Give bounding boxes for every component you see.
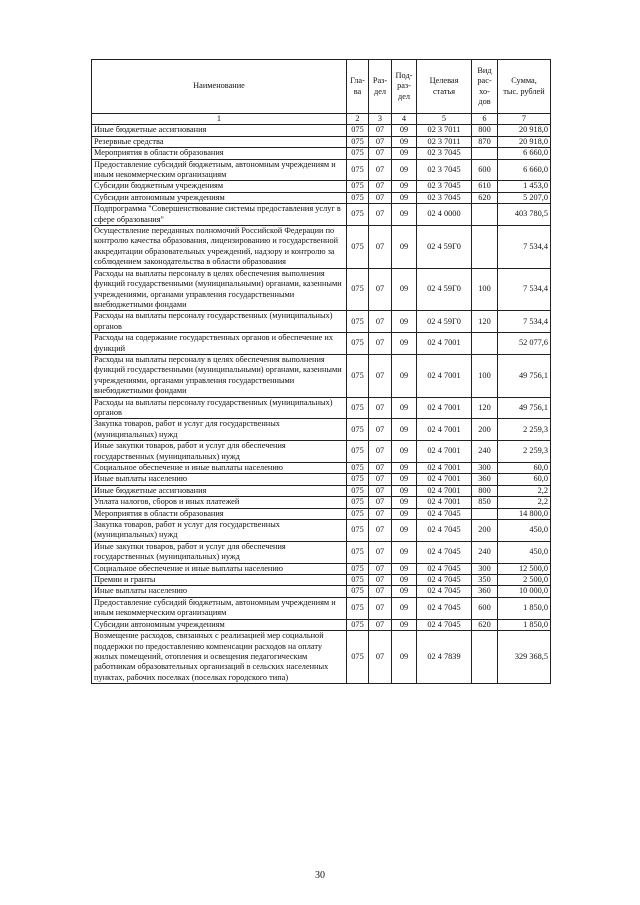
row-section-cell: 07 xyxy=(369,441,392,463)
row-name-cell: Субсидии автономным учреждениям xyxy=(92,619,347,630)
col-subsection-header: Под- раз- дел xyxy=(392,60,417,114)
row-name-cell: Мероприятия в области образования xyxy=(92,508,347,519)
row-section-cell: 07 xyxy=(369,333,392,355)
row-sum-cell: 2,2 xyxy=(498,485,551,496)
row-subsection-cell: 09 xyxy=(392,575,417,586)
row-name-cell: Мероприятия в области образования xyxy=(92,148,347,159)
row-sum-cell: 2 259,3 xyxy=(498,419,551,441)
table-row xyxy=(92,226,551,269)
row-sum-cell: 20 918,0 xyxy=(498,136,551,147)
row-sum-cell: 52 077,6 xyxy=(498,333,551,355)
row-subsection-cell: 09 xyxy=(392,441,417,463)
row-target-cell: 02 4 7001 xyxy=(417,485,472,496)
row-target-cell: 02 4 7001 xyxy=(417,333,472,355)
row-section-cell: 07 xyxy=(369,631,392,684)
row-chapter-cell: 075 xyxy=(347,181,369,192)
row-section-cell: 07 xyxy=(369,354,392,397)
header-row xyxy=(92,60,551,114)
row-subsection-cell: 09 xyxy=(392,333,417,355)
row-exptype-cell xyxy=(472,631,498,684)
row-chapter-cell: 075 xyxy=(347,631,369,684)
row-section-cell: 07 xyxy=(369,563,392,574)
row-exptype-cell: 240 xyxy=(472,541,498,563)
row-subsection-cell: 09 xyxy=(392,463,417,474)
row-exptype-cell: 350 xyxy=(472,575,498,586)
row-chapter-cell: 075 xyxy=(347,148,369,159)
column-number: 5 xyxy=(417,114,472,125)
row-exptype-cell: 360 xyxy=(472,474,498,485)
row-section-cell: 07 xyxy=(369,204,392,226)
row-section-cell: 07 xyxy=(369,586,392,597)
row-section-cell: 07 xyxy=(369,226,392,269)
row-exptype-cell: 800 xyxy=(472,125,498,136)
row-chapter-cell: 075 xyxy=(347,311,369,333)
row-exptype-cell: 600 xyxy=(472,597,498,619)
row-section-cell: 07 xyxy=(369,148,392,159)
row-section-cell: 07 xyxy=(369,136,392,147)
column-number: 6 xyxy=(472,114,498,125)
table-row xyxy=(92,311,551,333)
row-section-cell: 07 xyxy=(369,311,392,333)
row-subsection-cell: 09 xyxy=(392,204,417,226)
row-target-cell: 02 3 7011 xyxy=(417,136,472,147)
row-section-cell: 07 xyxy=(369,541,392,563)
row-exptype-cell xyxy=(472,226,498,269)
row-sum-cell: 2,2 xyxy=(498,497,551,508)
row-sum-cell: 5 207,0 xyxy=(498,192,551,203)
row-name-cell: Иные бюджетные ассигнования xyxy=(92,485,347,496)
row-exptype-cell xyxy=(472,508,498,519)
row-sum-cell: 329 368,5 xyxy=(498,631,551,684)
row-exptype-cell: 200 xyxy=(472,419,498,441)
table-row xyxy=(92,631,551,684)
row-subsection-cell: 09 xyxy=(392,136,417,147)
row-target-cell: 02 4 7045 xyxy=(417,563,472,574)
row-sum-cell: 7 534,4 xyxy=(498,311,551,333)
row-sum-cell: 7 534,4 xyxy=(498,268,551,311)
row-name-cell: Социальное обеспечение и иные выплаты населению xyxy=(92,563,347,574)
row-chapter-cell: 075 xyxy=(347,192,369,203)
row-chapter-cell: 075 xyxy=(347,474,369,485)
row-chapter-cell: 075 xyxy=(347,463,369,474)
row-chapter-cell: 075 xyxy=(347,226,369,269)
table-row xyxy=(92,508,551,519)
row-section-cell: 07 xyxy=(369,497,392,508)
col-target-header: Целевая статья xyxy=(417,60,472,114)
row-target-cell: 02 4 7045 xyxy=(417,541,472,563)
row-name-cell: Расходы на содержание государственных органов и обеспечение их функций xyxy=(92,333,347,355)
row-exptype-cell: 610 xyxy=(472,181,498,192)
table-row xyxy=(92,497,551,508)
row-subsection-cell: 09 xyxy=(392,619,417,630)
row-chapter-cell: 075 xyxy=(347,485,369,496)
row-exptype-cell: 200 xyxy=(472,520,498,542)
row-name-cell: Социальное обеспечение и иные выплаты населению xyxy=(92,463,347,474)
row-subsection-cell: 09 xyxy=(392,148,417,159)
row-target-cell: 02 4 7001 xyxy=(417,463,472,474)
column-number: 7 xyxy=(498,114,551,125)
row-subsection-cell: 09 xyxy=(392,159,417,181)
row-section-cell: 07 xyxy=(369,474,392,485)
row-target-cell: 02 4 7001 xyxy=(417,397,472,419)
row-exptype-cell: 240 xyxy=(472,441,498,463)
column-number: 4 xyxy=(392,114,417,125)
row-sum-cell: 60,0 xyxy=(498,463,551,474)
row-subsection-cell: 09 xyxy=(392,419,417,441)
row-sum-cell: 7 534,4 xyxy=(498,226,551,269)
row-sum-cell: 2 259,3 xyxy=(498,441,551,463)
row-sum-cell: 60,0 xyxy=(498,474,551,485)
row-section-cell: 07 xyxy=(369,520,392,542)
row-subsection-cell: 09 xyxy=(392,125,417,136)
table-row xyxy=(92,575,551,586)
row-name-cell: Закупка товаров, работ и услуг для государственных (муниципальных) нужд xyxy=(92,419,347,441)
budget-sheet xyxy=(91,59,550,684)
row-exptype-cell xyxy=(472,148,498,159)
row-sum-cell: 49 756,1 xyxy=(498,354,551,397)
row-target-cell: 02 4 7045 xyxy=(417,575,472,586)
row-sum-cell: 6 660,0 xyxy=(498,159,551,181)
row-name-cell: Иные выплаты населению xyxy=(92,586,347,597)
row-chapter-cell: 075 xyxy=(347,441,369,463)
col-name-header: Наименование xyxy=(92,60,347,114)
row-chapter-cell: 075 xyxy=(347,419,369,441)
row-section-cell: 07 xyxy=(369,159,392,181)
row-section-cell: 07 xyxy=(369,619,392,630)
row-exptype-cell: 870 xyxy=(472,136,498,147)
row-section-cell: 07 xyxy=(369,419,392,441)
row-section-cell: 07 xyxy=(369,192,392,203)
row-subsection-cell: 09 xyxy=(392,268,417,311)
row-chapter-cell: 075 xyxy=(347,125,369,136)
budget-table xyxy=(91,59,551,684)
row-exptype-cell: 620 xyxy=(472,192,498,203)
row-chapter-cell: 075 xyxy=(347,204,369,226)
row-name-cell: Предоставление субсидий бюджетным, автономным учреждениям и иным некоммерческим организациям xyxy=(92,597,347,619)
row-target-cell: 02 4 7045 xyxy=(417,619,472,630)
column-number: 2 xyxy=(347,114,369,125)
table-row xyxy=(92,148,551,159)
column-number: 3 xyxy=(369,114,392,125)
row-target-cell: 02 4 7839 xyxy=(417,631,472,684)
table-row xyxy=(92,586,551,597)
row-exptype-cell: 300 xyxy=(472,563,498,574)
row-sum-cell: 1 850,0 xyxy=(498,597,551,619)
row-chapter-cell: 075 xyxy=(347,159,369,181)
row-name-cell: Иные закупки товаров, работ и услуг для обеспечения государственных (муниципальных) нужд xyxy=(92,441,347,463)
column-number-row xyxy=(92,114,551,125)
row-section-cell: 07 xyxy=(369,485,392,496)
table-row xyxy=(92,181,551,192)
row-target-cell: 02 4 7001 xyxy=(417,419,472,441)
row-exptype-cell: 850 xyxy=(472,497,498,508)
row-exptype-cell: 120 xyxy=(472,311,498,333)
row-target-cell: 02 4 7045 xyxy=(417,520,472,542)
row-section-cell: 07 xyxy=(369,508,392,519)
row-subsection-cell: 09 xyxy=(392,631,417,684)
row-target-cell: 02 4 7001 xyxy=(417,354,472,397)
row-name-cell: Субсидии автономным учреждениям xyxy=(92,192,347,203)
row-target-cell: 02 3 7045 xyxy=(417,148,472,159)
row-target-cell: 02 3 7045 xyxy=(417,159,472,181)
row-name-cell: Закупка товаров, работ и услуг для государственных (муниципальных) нужд xyxy=(92,520,347,542)
row-chapter-cell: 075 xyxy=(347,575,369,586)
row-name-cell: Резервные средства xyxy=(92,136,347,147)
row-target-cell: 02 4 7001 xyxy=(417,497,472,508)
row-name-cell: Предоставление субсидий бюджетным, автономным учреждениям и иным некоммерческим организациям xyxy=(92,159,347,181)
row-section-cell: 07 xyxy=(369,181,392,192)
table-row xyxy=(92,333,551,355)
row-sum-cell: 6 660,0 xyxy=(498,148,551,159)
table-row xyxy=(92,520,551,542)
row-sum-cell: 12 500,0 xyxy=(498,563,551,574)
row-sum-cell: 20 918,0 xyxy=(498,125,551,136)
row-subsection-cell: 09 xyxy=(392,397,417,419)
row-exptype-cell: 120 xyxy=(472,397,498,419)
row-sum-cell: 14 800,0 xyxy=(498,508,551,519)
row-name-cell: Уплата налогов, сборов и иных платежей xyxy=(92,497,347,508)
table-row xyxy=(92,463,551,474)
col-section-header: Раз- дел xyxy=(369,60,392,114)
row-name-cell: Расходы на выплаты персоналу в целях обеспечения выполнения функций государственными (муниципальными) органами, казенными учреждениями, органами управления государственными внебюджетными фондами xyxy=(92,268,347,311)
row-subsection-cell: 09 xyxy=(392,485,417,496)
row-name-cell: Возмещение расходов, связанных с реализацией мер социальной поддержки по предоставлению компенсации расходов на оплату жилых помещений, отопления и освещения педагогическим работникам образовательных организаций в сельских населенных пунктах, рабочих поселках (поселках городского типа) xyxy=(92,631,347,684)
row-subsection-cell: 09 xyxy=(392,354,417,397)
row-name-cell: Расходы на выплаты персоналу в целях обеспечения выполнения функций государственными (муниципальными) органами, казенными учреждениями, органами управления государственными внебюджетными фондами xyxy=(92,354,347,397)
row-subsection-cell: 09 xyxy=(392,181,417,192)
row-target-cell: 02 4 7045 xyxy=(417,508,472,519)
row-sum-cell: 1 850,0 xyxy=(498,619,551,630)
table-row xyxy=(92,397,551,419)
row-sum-cell: 10 000,0 xyxy=(498,586,551,597)
table-row xyxy=(92,619,551,630)
table-row xyxy=(92,597,551,619)
table-row xyxy=(92,159,551,181)
row-subsection-cell: 09 xyxy=(392,508,417,519)
row-exptype-cell: 800 xyxy=(472,485,498,496)
row-target-cell: 02 4 59Г0 xyxy=(417,226,472,269)
row-chapter-cell: 075 xyxy=(347,541,369,563)
row-name-cell: Расходы на выплаты персоналу государственных (муниципальных) органов xyxy=(92,311,347,333)
row-sum-cell: 450,0 xyxy=(498,541,551,563)
row-name-cell: Иные выплаты населению xyxy=(92,474,347,485)
row-target-cell: 02 4 59Г0 xyxy=(417,311,472,333)
row-subsection-cell: 09 xyxy=(392,192,417,203)
row-exptype-cell: 600 xyxy=(472,159,498,181)
row-sum-cell: 403 780,5 xyxy=(498,204,551,226)
row-chapter-cell: 075 xyxy=(347,619,369,630)
row-name-cell: Субсидии бюджетным учреждениям xyxy=(92,181,347,192)
page-number: 30 xyxy=(315,870,325,881)
row-chapter-cell: 075 xyxy=(347,136,369,147)
row-target-cell: 02 4 0000 xyxy=(417,204,472,226)
row-exptype-cell: 100 xyxy=(472,268,498,311)
row-target-cell: 02 4 7045 xyxy=(417,597,472,619)
row-chapter-cell: 075 xyxy=(347,333,369,355)
row-section-cell: 07 xyxy=(369,125,392,136)
row-chapter-cell: 075 xyxy=(347,354,369,397)
row-sum-cell: 1 453,0 xyxy=(498,181,551,192)
row-exptype-cell: 100 xyxy=(472,354,498,397)
row-target-cell: 02 4 7045 xyxy=(417,586,472,597)
row-exptype-cell xyxy=(472,204,498,226)
row-exptype-cell: 360 xyxy=(472,586,498,597)
row-subsection-cell: 09 xyxy=(392,474,417,485)
table-row xyxy=(92,474,551,485)
row-section-cell: 07 xyxy=(369,575,392,586)
table-row xyxy=(92,268,551,311)
row-exptype-cell: 300 xyxy=(472,463,498,474)
row-target-cell: 02 3 7045 xyxy=(417,192,472,203)
row-subsection-cell: 09 xyxy=(392,311,417,333)
row-sum-cell: 2 500,0 xyxy=(498,575,551,586)
row-subsection-cell: 09 xyxy=(392,226,417,269)
row-target-cell: 02 4 7001 xyxy=(417,474,472,485)
row-chapter-cell: 075 xyxy=(347,586,369,597)
row-subsection-cell: 09 xyxy=(392,497,417,508)
col-chapter-header: Гла- ва xyxy=(347,60,369,114)
table-row xyxy=(92,204,551,226)
row-subsection-cell: 09 xyxy=(392,563,417,574)
row-chapter-cell: 075 xyxy=(347,597,369,619)
table-row xyxy=(92,441,551,463)
row-chapter-cell: 075 xyxy=(347,497,369,508)
table-row xyxy=(92,419,551,441)
row-sum-cell: 450,0 xyxy=(498,520,551,542)
row-name-cell: Иные закупки товаров, работ и услуг для обеспечения государственных (муниципальных) нужд xyxy=(92,541,347,563)
row-target-cell: 02 4 7001 xyxy=(417,441,472,463)
row-target-cell: 02 3 7045 xyxy=(417,181,472,192)
row-section-cell: 07 xyxy=(369,463,392,474)
row-section-cell: 07 xyxy=(369,268,392,311)
row-chapter-cell: 075 xyxy=(347,520,369,542)
table-row xyxy=(92,485,551,496)
row-target-cell: 02 3 7011 xyxy=(417,125,472,136)
row-chapter-cell: 075 xyxy=(347,268,369,311)
row-sum-cell: 49 756,1 xyxy=(498,397,551,419)
row-exptype-cell xyxy=(472,333,498,355)
table-row xyxy=(92,136,551,147)
row-name-cell: Иные бюджетные ассигнования xyxy=(92,125,347,136)
row-chapter-cell: 075 xyxy=(347,563,369,574)
table-row xyxy=(92,192,551,203)
table-body xyxy=(92,125,551,684)
table-row xyxy=(92,354,551,397)
table-row xyxy=(92,541,551,563)
col-exptype-header: Вид рас- хо- дов xyxy=(472,60,498,114)
row-subsection-cell: 09 xyxy=(392,541,417,563)
row-name-cell: Расходы на выплаты персоналу государственных (муниципальных) органов xyxy=(92,397,347,419)
col-sum-header: Сумма, тыс. рублей xyxy=(498,60,551,114)
row-target-cell: 02 4 59Г0 xyxy=(417,268,472,311)
row-name-cell: Премии и гранты xyxy=(92,575,347,586)
row-section-cell: 07 xyxy=(369,397,392,419)
table-row xyxy=(92,563,551,574)
row-subsection-cell: 09 xyxy=(392,586,417,597)
column-number: 1 xyxy=(92,114,347,125)
table-row xyxy=(92,125,551,136)
row-chapter-cell: 075 xyxy=(347,397,369,419)
row-name-cell: Осуществление переданных полномочий Российской Федерации по контролю качества образования, лицензированию и государственной аккредитации образовательных учреждений, надзору и контролю за соблюдением законодательства в области образования xyxy=(92,226,347,269)
row-exptype-cell: 620 xyxy=(472,619,498,630)
row-subsection-cell: 09 xyxy=(392,520,417,542)
row-name-cell: Подпрограмма "Совершенствование системы предоставления услуг в сфере образования" xyxy=(92,204,347,226)
row-subsection-cell: 09 xyxy=(392,597,417,619)
row-section-cell: 07 xyxy=(369,597,392,619)
row-chapter-cell: 075 xyxy=(347,508,369,519)
